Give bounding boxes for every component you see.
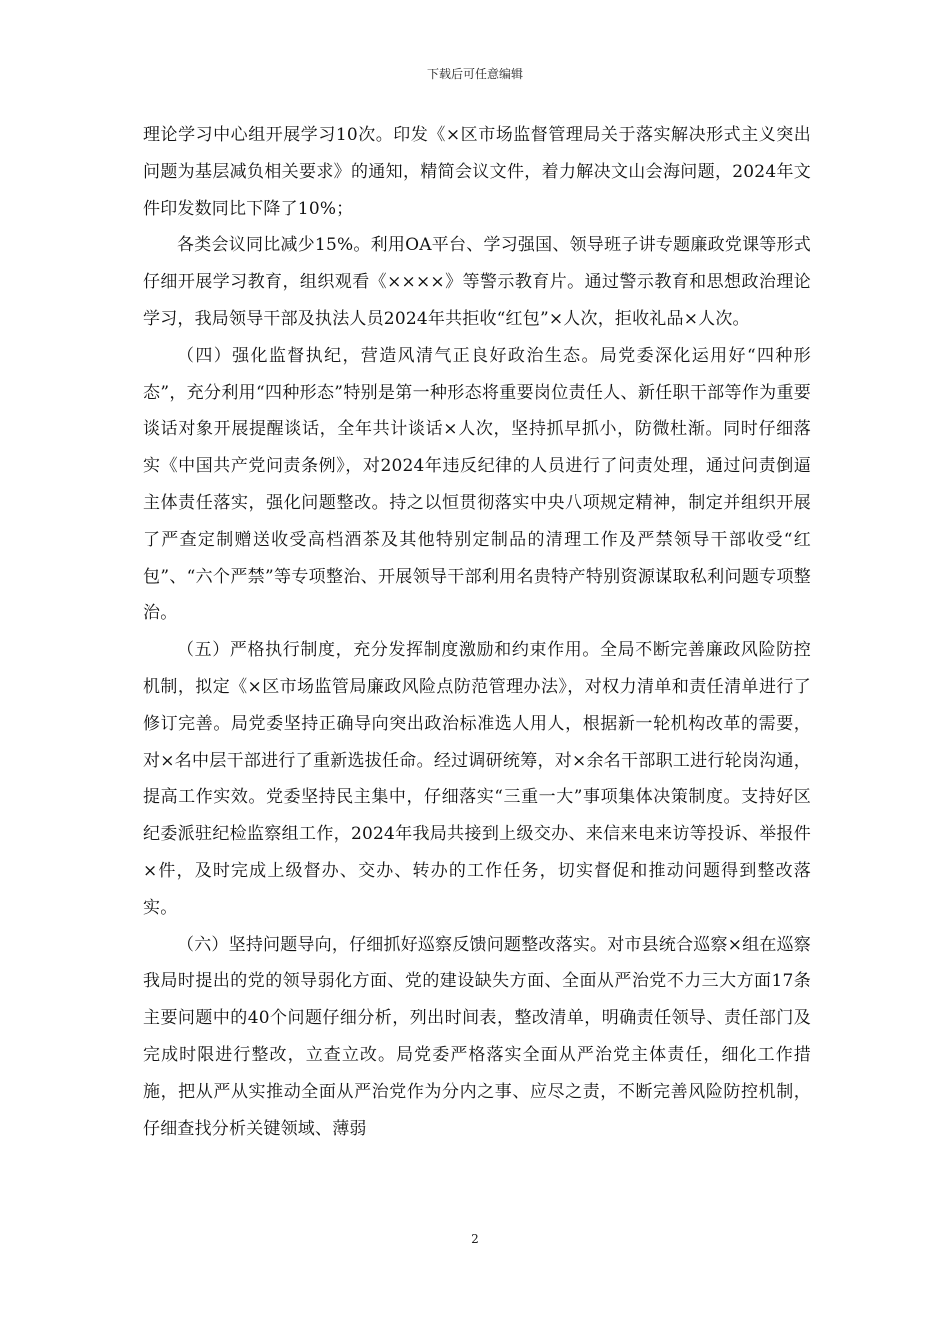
paragraph-1: 理论学习中心组开展学习10次。印发《×区市场监督管理局关于落实解决形式主义突出问题为基层减负相关要求》的通知，精简会议文件，着力解决文山会海问题，2024年文件印发数同比下降了10%； xyxy=(143,125,811,219)
paragraph-4: （五）严格执行制度，充分发挥制度激励和约束作用。全局不断完善廉政风险防控机制，拟定《×区市场监管局廉政风险点防范管理办法》，对权力清单和责任清单进行了修订完善。局党委坚持正确导向突出政治标准选人用人，根据新一轮机构改革的需要，对×名中层干部进行了重新选拔任命。经过调研统筹，对×余名干部职工进行轮岗沟通，提高工作实效。党委坚持民主集中，仔细落实“三重一大”事项集体决策制度。支持好区纪委派驻纪检监察组工作，2024年我局共接到上级交办、来信来电来访等投诉、举报件×件，及时完成上级督办、交办、转办的工作任务，切实督促和推动问题得到整改落实。 xyxy=(143,640,811,918)
page-number: 2 xyxy=(471,1232,479,1246)
paragraph-5: （六）坚持问题导向，仔细抓好巡察反馈问题整改落实。对市县统合巡察×组在巡察我局时提出的党的领导弱化方面、党的建设缺失方面、全面从严治党不力三大方面17条主要问题中的40个问题仔细分析，列出时间表，整改清单，明确责任领导、责任部门及完成时限进行整改，立查立改。局党委严格落实全面从严治党主体责任，细化工作措施，把从严从实推动全面从严治党作为分内之事、应尽之责，不断完善风险防控机制，仔细查找分析关键领域、薄弱 xyxy=(143,934,811,1139)
paragraph-3: （四）强化监督执纪，营造风清气正良好政治生态。局党委深化运用好“四种形态”，充分利用“四种形态”特别是第一种形态将重要岗位责任人、新任职干部等作为重要谈话对象开展提醒谈话，全年共计谈话×人次，坚持抓早抓小，防微杜渐。同时仔细落实《中国共产党问责条例》，对2024年违反纪律的人员进行了问责处理，通过问责倒逼主体责任落实，强化问题整改。持之以恒贯彻落实中央八项规定精神，制定并组织开展了严查定制赠送收受高档酒茶及其他特别定制品的清理工作及严禁领导干部收受“红包”、“六个严禁”等专项整治、开展领导干部利用名贵特产特别资源谋取私利问题专项整治。 xyxy=(143,345,811,624)
page-header: 下载后可任意编辑 xyxy=(426,67,523,81)
paragraph-2: 各类会议同比减少15%。利用OA平台、学习强国、领导班子讲专题廉政党课等形式仔细开展学习教育，组织观看《××××》等警示教育片。通过警示教育和思想政治理论学习，我局领导干部及执法人员2024年共拒收“红包”×人次，拒收礼品×人次。 xyxy=(143,235,811,329)
document-body xyxy=(143,117,811,1147)
